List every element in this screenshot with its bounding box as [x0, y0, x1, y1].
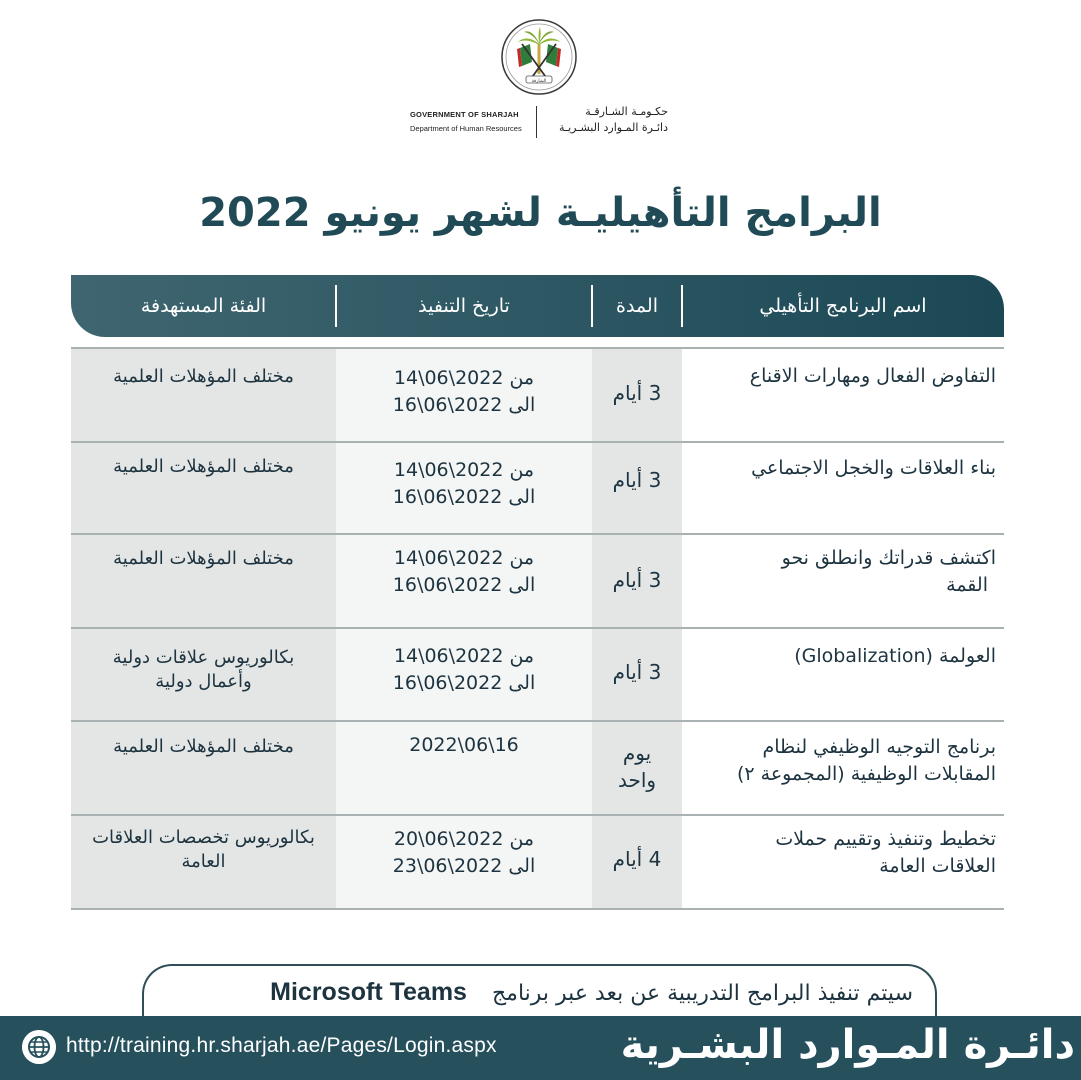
duration-line1: 4 أيام [612, 847, 662, 871]
page-title: البرامج التأهيليـة لشهر يونيو 2022 [199, 190, 882, 236]
cell-date [336, 816, 592, 908]
date-range [336, 545, 592, 599]
department-wordmark: دائـرة المـوارد البشـرية [620, 1022, 1075, 1068]
cell-target [71, 816, 336, 908]
program-name [686, 455, 996, 482]
program-name [686, 363, 996, 390]
cell-target [71, 349, 336, 441]
target-group [71, 365, 336, 389]
table-row [71, 349, 1004, 443]
program-name [686, 826, 996, 880]
cell-program [682, 722, 1004, 814]
program-name-line2: العلاقات العامة [879, 855, 996, 877]
date-range [336, 365, 592, 419]
program-name-line1: تخطيط وتنفيذ وتقييم حملات [775, 828, 996, 850]
table-row [71, 535, 1004, 629]
date-from: من 2022\06\14 [393, 547, 535, 569]
gov-en-line2: Department of Human Resources [410, 124, 522, 133]
target-group [71, 455, 336, 479]
cell-date [336, 629, 592, 720]
footer-bar [0, 1016, 1081, 1080]
cell-date [336, 443, 592, 533]
teams-notice [142, 964, 937, 1024]
cell-target [71, 443, 336, 533]
header-program: اسم البرنامج التأهيلي [759, 295, 927, 317]
gov-ar-line2: دائـرة المـوارد البشـريـة [558, 121, 668, 134]
date-from: من 2022\06\14 [393, 645, 535, 667]
table-header [71, 275, 1004, 337]
cell-duration [592, 349, 682, 441]
date-range [336, 826, 592, 880]
date-from: من 2022\06\14 [393, 459, 535, 481]
gov-arabic [559, 104, 668, 136]
cell-duration [592, 535, 682, 627]
date-from: من 2022\06\14 [393, 367, 535, 389]
cell-date [336, 535, 592, 627]
globe-icon [22, 1030, 56, 1064]
header-date: تاريخ التنفيذ [418, 295, 510, 317]
table-row [71, 629, 1004, 722]
target-line2: وأعمال دولية [155, 671, 252, 692]
target-group [71, 547, 336, 571]
date-to: الى 2022\06\16 [392, 486, 536, 508]
duration-value [592, 567, 682, 594]
date-to: الى 2022\06\16 [392, 394, 536, 416]
date-to: الى 2022\06\23 [392, 855, 536, 877]
target-line1: بكالوريوس علاقات دولية [112, 647, 295, 668]
gov-en-line1: GOVERNMENT OF SHARJAH [410, 110, 519, 119]
gov-ar-line1: حكـومـة الشـارقـة [585, 105, 668, 118]
emblem-caption: الشارقة [531, 78, 547, 84]
date-to: الى 2022\06\16 [392, 574, 536, 596]
program-name-line2: القمة [946, 574, 988, 596]
gov-english [410, 108, 522, 136]
program-name-line1: اكتشف قدراتك وانطلق نحو [781, 547, 996, 569]
target-line2: العامة [181, 851, 226, 872]
cell-program [682, 443, 1004, 533]
date-to: الى 2022\06\16 [392, 672, 536, 694]
target-line1: مختلف المؤهلات العلمية [113, 548, 294, 569]
cell-duration [592, 629, 682, 720]
header-target: الفئة المستهدفة [140, 295, 267, 317]
cell-target [71, 629, 336, 720]
cell-date [336, 349, 592, 441]
target-line1: بكالوريوس تخصصات العلاقات [92, 827, 315, 848]
date-range [336, 732, 592, 759]
program-name-line1: برنامج التوجيه الوظيفي لنظام [762, 736, 996, 758]
program-name-line1: العولمة (Globalization) [794, 645, 996, 667]
cell-program [682, 629, 1004, 720]
notice-message: سيتم تنفيذ البرامج التدريبية عن بعد عبر برنامج [491, 981, 913, 1006]
cell-target [71, 535, 336, 627]
training-portal-link[interactable]: http://training.hr.sharjah.ae/Pages/Login.aspx [66, 1034, 497, 1057]
target-group [71, 826, 336, 874]
target-line1: مختلف المؤهلات العلمية [113, 456, 294, 477]
cell-program [682, 349, 1004, 441]
duration-value [592, 740, 682, 794]
teams-brand: Microsoft Teams [270, 978, 467, 1006]
target-line1: مختلف المؤهلات العلمية [113, 366, 294, 387]
program-name-line1: بناء العلاقات والخجل الاجتماعي [751, 457, 996, 479]
header-duration: المدة [616, 295, 658, 317]
table-row [71, 443, 1004, 535]
duration-line1: 3 أيام [612, 660, 662, 684]
duration-line1: 3 أيام [612, 381, 662, 405]
duration-value [592, 380, 682, 407]
cell-duration [592, 816, 682, 908]
program-name [686, 545, 996, 599]
date-range [336, 457, 592, 511]
target-group [71, 646, 336, 694]
duration-line2: واحد [617, 768, 657, 792]
cell-program [682, 816, 1004, 908]
duration-value [592, 659, 682, 686]
program-name-line1: التفاوض الفعال ومهارات الاقناع [749, 365, 996, 387]
target-group [71, 735, 336, 759]
table-row [71, 722, 1004, 816]
duration-line1: 3 أيام [612, 568, 662, 592]
duration-value [592, 467, 682, 494]
date-single: 2022\06\16 [409, 734, 519, 756]
sharjah-emblem-icon [500, 18, 578, 96]
government-label [400, 104, 690, 140]
gov-divider [536, 106, 537, 138]
duration-value [592, 846, 682, 873]
cell-duration [592, 722, 682, 814]
program-name [686, 734, 996, 788]
target-line1: مختلف المؤهلات العلمية [113, 736, 294, 757]
program-name [686, 643, 996, 670]
cell-duration [592, 443, 682, 533]
cell-date [336, 722, 592, 814]
cell-program [682, 535, 1004, 627]
duration-line1: 3 أيام [612, 468, 662, 492]
program-name-line2: المقابلات الوظيفية (المجموعة ٢) [736, 763, 996, 785]
cell-target [71, 722, 336, 814]
notice-text [270, 978, 913, 1007]
date-from: من 2022\06\20 [393, 828, 535, 850]
date-range [336, 643, 592, 697]
duration-line1: يوم [622, 741, 652, 765]
table-row [71, 816, 1004, 910]
